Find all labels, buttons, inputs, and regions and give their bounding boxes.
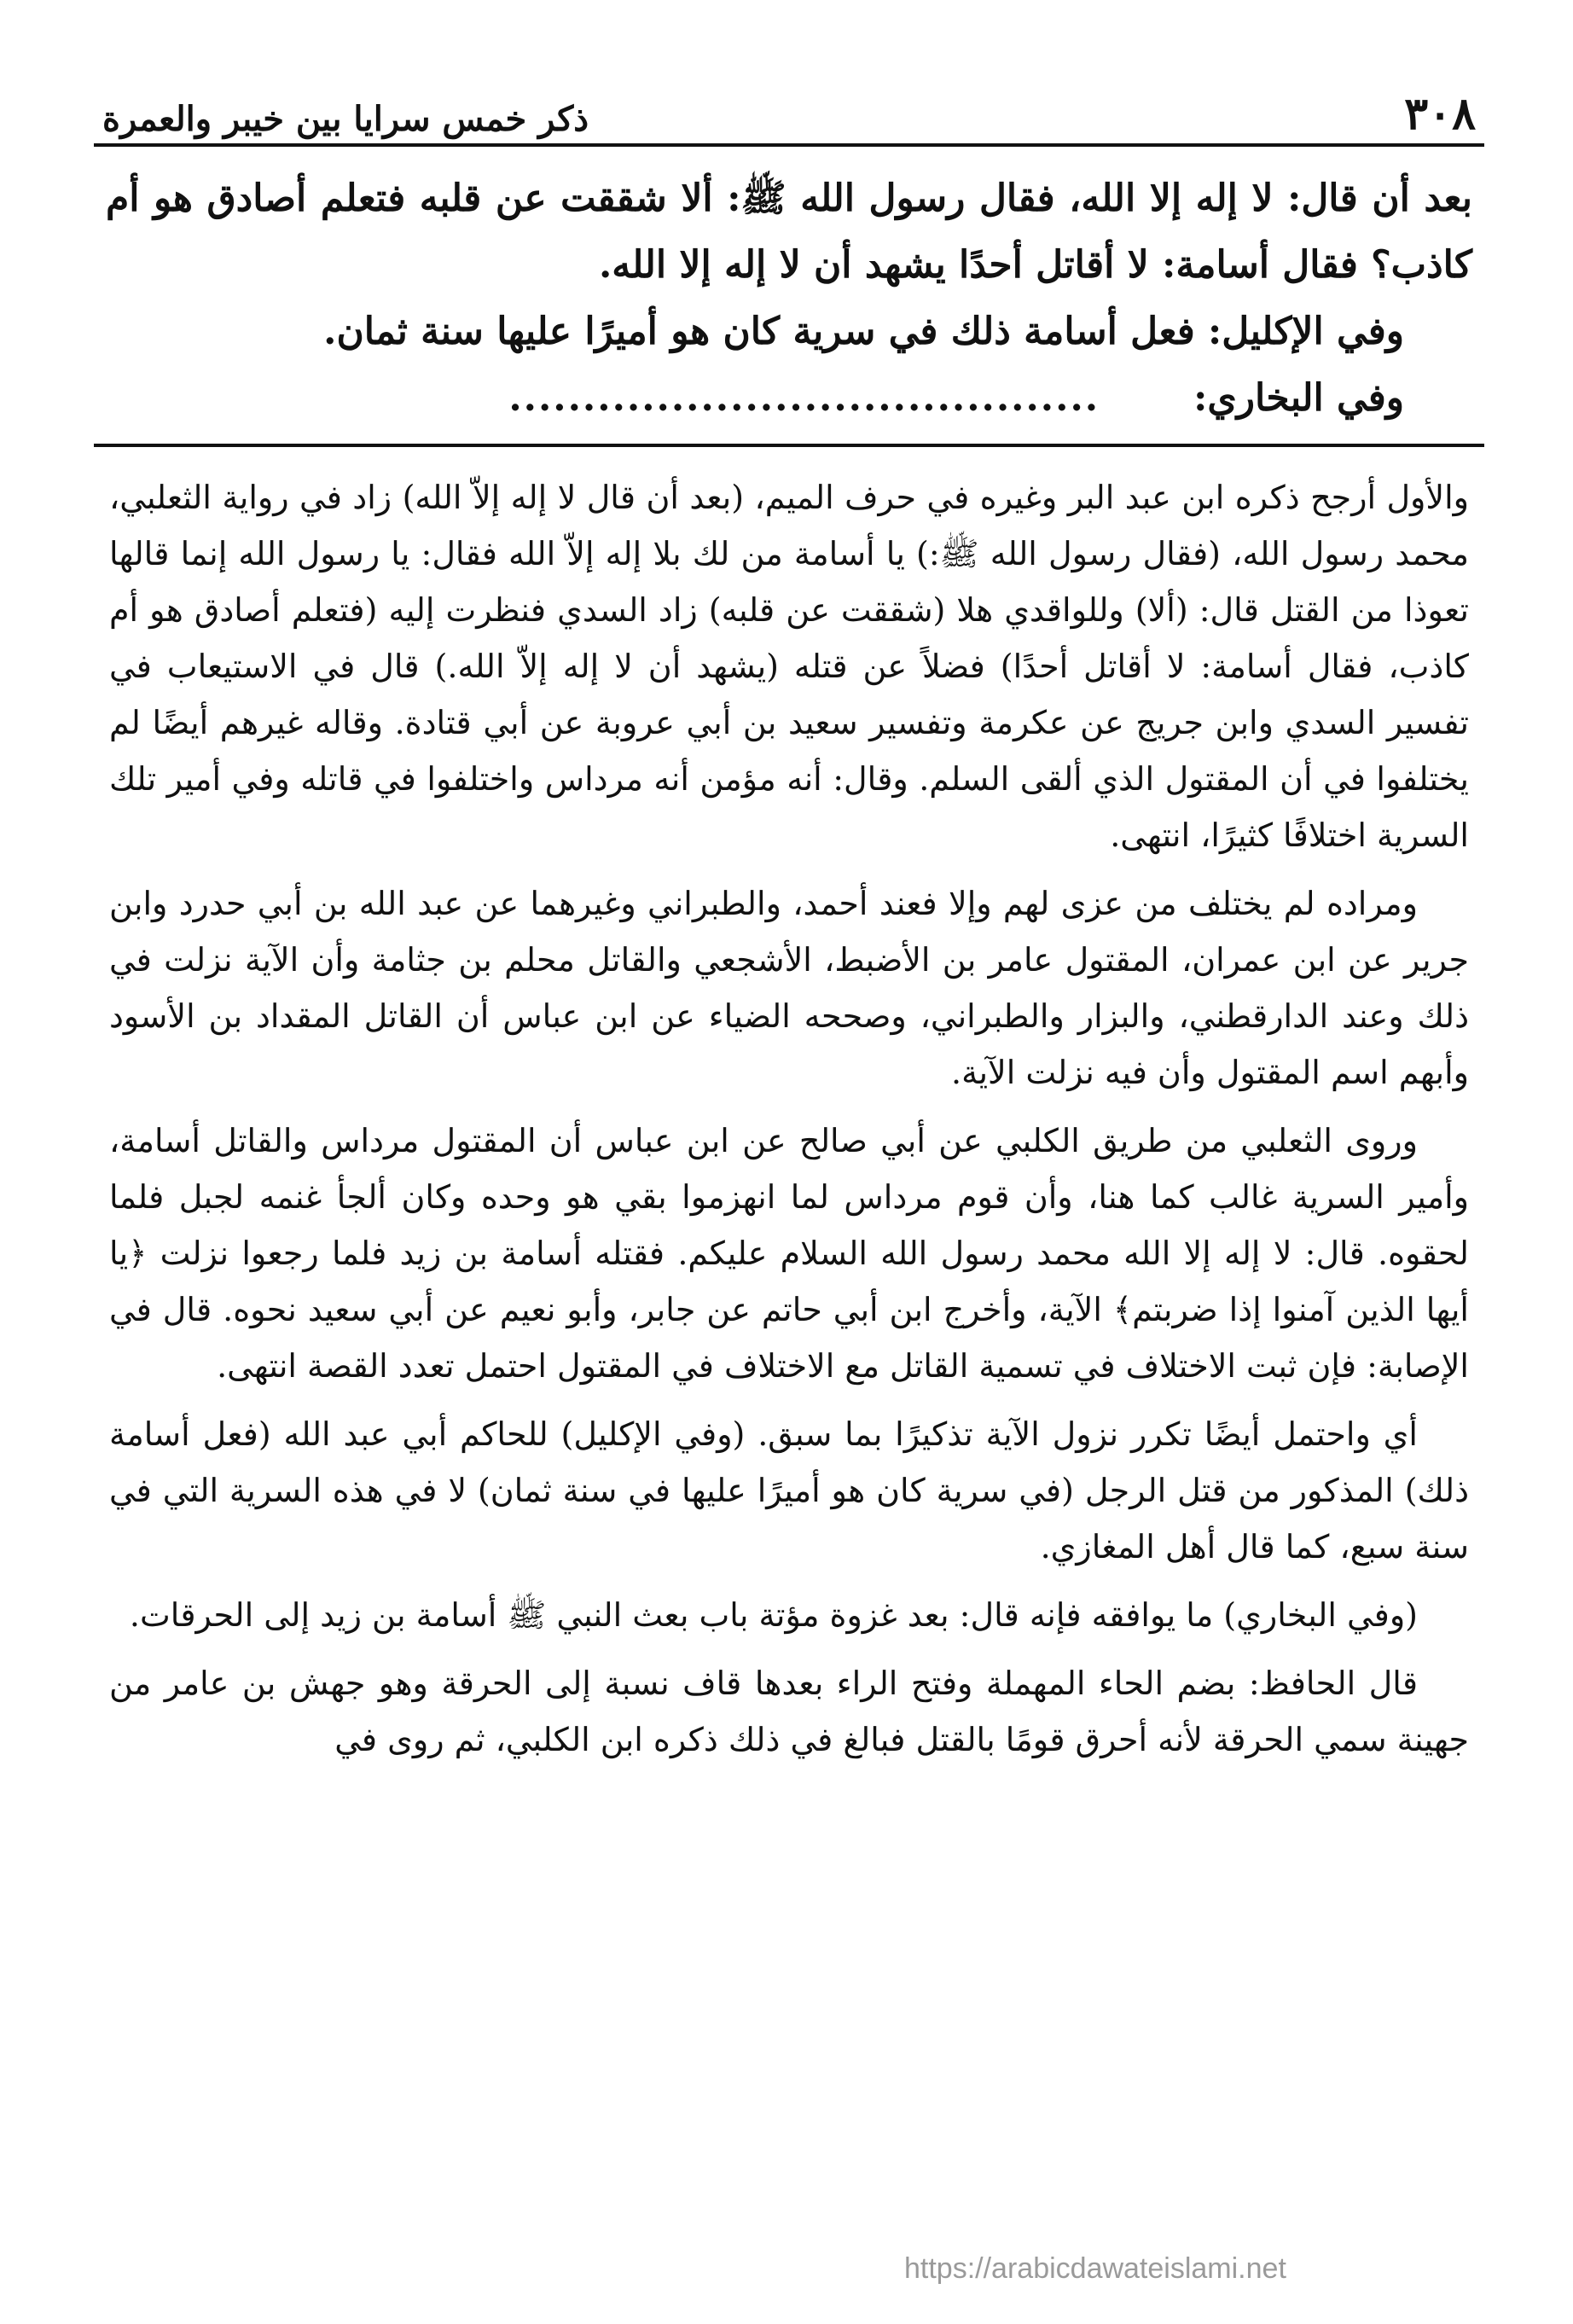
section-divider	[94, 444, 1484, 447]
matn-paragraph: وفي الإكليل: فعل أسامة ذلك في سرية كان هو أميرًا عليها سنة ثمان.	[323, 310, 1404, 353]
matn-paragraph: بعد أن قال: لا إله إلا الله، فقال رسول الله ﷺ: ألا شققت عن قلبه فتعلم أصادق هو أم كاذب؟ فقال أسامة: لا أقاتل أحدًا يشهد أن لا إله إلا الله.	[106, 177, 1472, 287]
watermark-url: https://arabicdawateislami.net	[904, 2252, 1286, 2285]
matn-label: وفي البخاري:	[1193, 376, 1404, 420]
commentary-paragraph: (وفي البخاري) ما يوافقه فإنه قال: بعد غزوة مؤتة باب بعث النبي ﷺ أسامة بن زيد إلى الحرقات.	[129, 1596, 1418, 1634]
commentary-section	[94, 469, 1484, 1768]
commentary-paragraph: أي واحتمل أيضًا تكرر نزول الآية تذكيرًا بما سبق. (وفي الإكليل) للحاكم أبي عبد الله (فعل أسامة ذلك) المذكور من قتل الرجل (في سرية كان هو أميرًا عليها في سنة ثمان) لا في هذه السرية التي في سنة سبع، كما قال أهل المغازي.	[109, 1415, 1469, 1566]
commentary-paragraph: ومراده لم يختلف من عزى لهم وإلا فعند أحمد، والطبراني وغيرهما عن عبد الله بن أبي حدرد وابن جرير عن ابن عمران، المقتول عامر بن الأضبط، الأشجعي والقاتل محلم بن جثامة وأن الآية نزلت في ذلك وعند الدارقطني، والبزار والطبراني، وصححه الضياء عن ابن عباس أن القاتل المقداد بن الأسود وأبهم اسم المقتول وأن فيه نزلت الآية.	[109, 885, 1469, 1091]
commentary-paragraph: قال الحافظ: بضم الحاء المهملة وفتح الراء بعدها قاف نسبة إلى الحرقة وهو جهش بن عامر من جهينة سمي الحرقة لأنه أحرق قومًا بالقتل فبالغ في ذلك ذكره ابن الكلبي، ثم روى في	[109, 1665, 1469, 1758]
commentary-paragraph: وروى الثعلبي من طريق الكلبي عن أبي صالح عن ابن عباس أن المقتول مرداس والقاتل أسامة، وأمير السرية غالب كما هنا، وأن قوم مرداس لما انهزموا بقي هو وحده وكان ألجأ غنمه لجبل فلما لحقوه. قال: لا إله إلا الله محمد رسول الله السلام عليكم. فقتله أسامة بن زيد فلما رجعوا نزلت ﴿يا أيها الذين آمنوا إذا ضربتم﴾ الآية، وأخرج ابن أبي حاتم عن جابر، وأبو نعيم عن أبي سعيد نحوه. قال في الإصابة: فإن ثبت الاختلاف في تسمية القاتل مع الاختلاف في المقتول احتمل تعدد القصة انتهى.	[109, 1122, 1469, 1385]
matn-section	[94, 147, 1484, 440]
running-title: ذكر خمس سرايا بين خيبر والعمرة	[102, 99, 589, 139]
page-header	[94, 68, 1484, 147]
page-number: ٣٠٨	[1404, 88, 1476, 140]
book-page	[94, 68, 1484, 2252]
commentary-paragraph: والأول أرجح ذكره ابن عبد البر وغيره في حرف الميم، (بعد أن قال لا إله إلاّ الله) زاد في رواية الثعلبي، محمد رسول الله، (فقال رسول الله ﷺ:) يا أسامة من لك بلا إله إلاّ الله فقال: يا رسول الله إنما قالها تعوذا من القتل قال: (ألا) وللواقدي هلا (شققت عن قلبه) زاد السدي فنظرت إليه (فتعلم أصادق هو أم كاذب، فقال أسامة: لا أقاتل أحدًا) فضلاً عن قتله (يشهد أن لا إله إلاّ الله.) قال في الاستيعاب في تفسير السدي وابن جريج عن عكرمة وتفسير سعيد بن أبي عروبة عن أبي قتادة. وقاله غيرهم أيضًا لم يختلفوا في أن المقتول الذي ألقى السلم. وقال: أنه مؤمن أنه مرداس واختلفوا في قاتله وفي أمير تلك السرية اختلافًا كثيرًا، انتهى.	[109, 479, 1469, 854]
matn-paragraph	[106, 365, 1472, 432]
ellipsis-dots: ........................................	[508, 376, 1100, 420]
